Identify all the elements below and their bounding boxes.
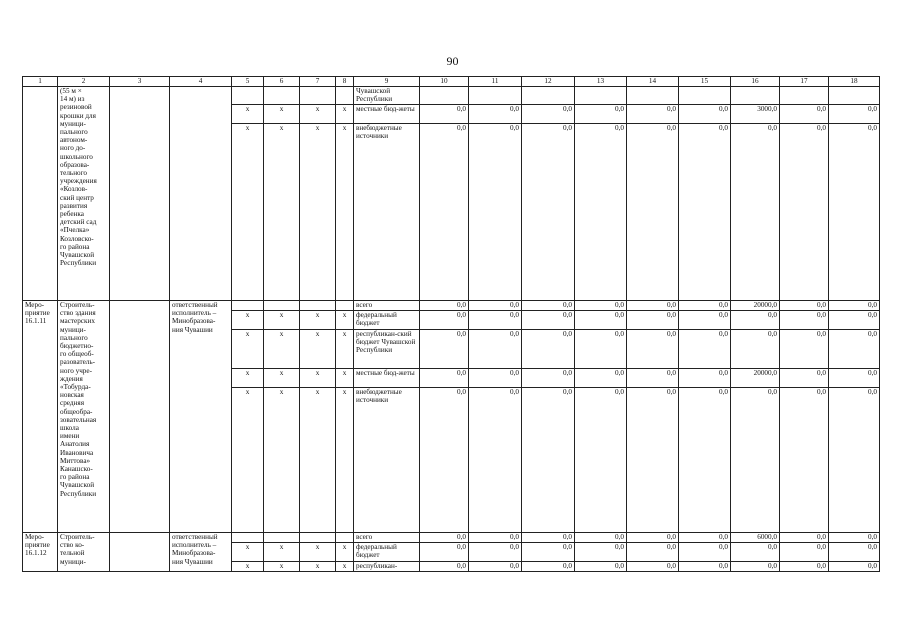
code-cell	[336, 301, 354, 311]
code-cell: x	[300, 311, 336, 330]
cell-line: учреждения	[60, 177, 97, 186]
amount-cell: 0,0	[522, 543, 575, 562]
cell-line: образова-	[60, 160, 90, 169]
cell-line: «Тобурда-	[60, 383, 91, 392]
code-cell: x	[264, 562, 300, 572]
column-number: 11	[469, 77, 522, 87]
amount-cell: 0,0	[575, 562, 627, 572]
column-number: 5	[232, 77, 264, 87]
amount-cell: 0,0	[627, 562, 679, 572]
code-cell: x	[232, 388, 264, 533]
amount-cell: 0,0	[780, 301, 829, 311]
cell-line: Ивановича	[60, 448, 94, 457]
amount-cell: 20000,0	[731, 369, 780, 388]
amount-cell: 0,0	[522, 388, 575, 533]
cell-line: ребенка	[60, 210, 84, 219]
code-cell: x	[264, 369, 300, 388]
amount-cell	[420, 87, 469, 105]
amount-cell: 0,0	[679, 124, 731, 301]
amount-cell: 0,0	[522, 330, 575, 369]
code-cell: x	[232, 562, 264, 572]
amount-cell	[679, 87, 731, 105]
column-number: 15	[679, 77, 731, 87]
cell-line: бюджетно-	[60, 342, 94, 351]
amount-cell: 0,0	[731, 330, 780, 369]
code-cell: x	[264, 388, 300, 533]
amount-cell: 0,0	[469, 562, 522, 572]
amount-cell: 0,0	[829, 105, 880, 124]
amount-cell: 0,0	[780, 105, 829, 124]
cell-line: Чувашской	[60, 481, 95, 490]
amount-cell: 0,0	[679, 105, 731, 124]
amount-cell: 0,0	[627, 105, 679, 124]
code-cell: x	[232, 105, 264, 124]
funding-source-cell: местные бюд-жеты	[354, 105, 420, 124]
code-cell: x	[336, 311, 354, 330]
amount-cell: 0,0	[420, 369, 469, 388]
amount-cell: 0,0	[780, 330, 829, 369]
cell-line: школьного	[60, 152, 93, 161]
cell-line: исполнитель –	[172, 541, 217, 550]
amount-cell: 0,0	[575, 311, 627, 330]
code-cell: x	[232, 311, 264, 330]
code-cell: x	[336, 330, 354, 369]
code-cell: x	[300, 105, 336, 124]
code-cell: x	[300, 543, 336, 562]
cell-line: муници-	[60, 119, 86, 128]
code-cell	[264, 301, 300, 311]
code-cell: x	[232, 543, 264, 562]
column-number: 2	[58, 77, 110, 87]
code-cell: x	[336, 124, 354, 301]
amount-cell: 0,0	[575, 330, 627, 369]
amount-cell	[731, 87, 780, 105]
event-label-cell	[23, 533, 58, 572]
empty-cell	[110, 87, 170, 301]
amount-cell: 0,0	[469, 105, 522, 124]
amount-cell: 0,0	[829, 330, 880, 369]
amount-cell: 0,0	[627, 124, 679, 301]
code-cell	[232, 533, 264, 543]
code-cell	[264, 533, 300, 543]
code-cell	[264, 87, 300, 105]
amount-cell: 0,0	[780, 562, 829, 572]
event-description-cell	[58, 87, 110, 301]
amount-cell	[627, 87, 679, 105]
cell-line: ответственный	[172, 533, 218, 541]
code-cell: x	[300, 369, 336, 388]
empty-cell	[110, 533, 170, 572]
cell-line: Козловско-	[60, 234, 94, 243]
code-cell: x	[232, 330, 264, 369]
code-cell	[300, 87, 336, 105]
table-row	[23, 533, 880, 543]
amount-cell: 0,0	[469, 543, 522, 562]
amount-cell: 0,0	[420, 543, 469, 562]
cell-line: ного учре-	[60, 366, 92, 375]
cell-line: общеобра-	[60, 407, 93, 416]
event-label-cell	[23, 301, 58, 533]
code-cell: x	[264, 311, 300, 330]
column-number-row	[23, 77, 880, 87]
cell-line: разователь-	[60, 358, 96, 367]
amount-cell: 0,0	[829, 124, 880, 301]
amount-cell: 0,0	[679, 543, 731, 562]
amount-cell: 0,0	[829, 388, 880, 533]
amount-cell: 0,0	[780, 311, 829, 330]
table-body	[23, 77, 880, 572]
amount-cell	[575, 87, 627, 105]
amount-cell: 0,0	[679, 562, 731, 572]
cell-line: приятие	[25, 541, 50, 550]
amount-cell: 0,0	[627, 311, 679, 330]
column-number: 7	[300, 77, 336, 87]
cell-line: тельной	[60, 549, 85, 558]
cell-line: го общеоб-	[60, 350, 94, 359]
column-number: 6	[264, 77, 300, 87]
amount-cell: 20000,0	[731, 301, 780, 311]
cell-line: Чувашской	[60, 251, 95, 260]
amount-cell: 0,0	[469, 124, 522, 301]
amount-cell: 0,0	[420, 388, 469, 533]
amount-cell: 0,0	[829, 311, 880, 330]
amount-cell: 0,0	[469, 369, 522, 388]
amount-cell: 0,0	[679, 533, 731, 543]
column-number: 16	[731, 77, 780, 87]
table-row	[23, 87, 880, 105]
cell-line: ответственный	[172, 301, 218, 309]
cell-line: Анатолия	[60, 440, 90, 449]
amount-cell: 0,0	[829, 543, 880, 562]
amount-cell	[522, 87, 575, 105]
amount-cell: 0,0	[522, 533, 575, 543]
amount-cell: 0,0	[522, 105, 575, 124]
funding-source-cell: республикан-ский бюджет Чувашской Республики	[354, 330, 420, 369]
amount-cell: 0,0	[575, 533, 627, 543]
amount-cell: 0,0	[522, 562, 575, 572]
cell-line: Минобразова-	[172, 549, 216, 558]
cell-line: тельного	[60, 169, 87, 178]
amount-cell: 0,0	[420, 105, 469, 124]
funding-source-cell: местные бюд-жеты	[354, 369, 420, 388]
amount-cell: 0,0	[731, 311, 780, 330]
amount-cell: 0,0	[679, 369, 731, 388]
amount-cell: 0,0	[469, 533, 522, 543]
cell-line: муници-	[60, 557, 86, 566]
amount-cell: 0,0	[420, 562, 469, 572]
amount-cell: 0,0	[522, 301, 575, 311]
amount-cell: 0,0	[731, 562, 780, 572]
code-cell: x	[264, 330, 300, 369]
code-cell	[300, 301, 336, 311]
amount-cell: 0,0	[575, 543, 627, 562]
column-number: 18	[829, 77, 880, 87]
code-cell: x	[336, 543, 354, 562]
amount-cell: 0,0	[522, 311, 575, 330]
code-cell: x	[264, 124, 300, 301]
funding-source-cell: Чувашской Республики	[354, 87, 420, 105]
cell-line: пального	[60, 128, 88, 137]
cell-line: го района	[60, 473, 90, 482]
cell-line: «Козлов-	[60, 185, 88, 194]
amount-cell: 0,0	[780, 369, 829, 388]
cell-line: развития	[60, 201, 88, 210]
amount-cell: 0,0	[780, 543, 829, 562]
cell-line: средняя	[60, 399, 84, 408]
amount-cell: 0,0	[420, 311, 469, 330]
code-cell	[232, 87, 264, 105]
cell-line: ский центр	[60, 193, 94, 202]
funding-source-cell: всего	[354, 533, 420, 543]
event-description-cell	[58, 533, 110, 572]
code-cell: x	[336, 369, 354, 388]
code-cell: x	[300, 388, 336, 533]
cell-line: (55 м ×	[60, 87, 82, 95]
cell-line: Строитель-	[60, 301, 95, 309]
amount-cell: 0,0	[627, 388, 679, 533]
amount-cell: 0,0	[575, 124, 627, 301]
column-number: 4	[170, 77, 232, 87]
column-number: 14	[627, 77, 679, 87]
funding-source-cell: республикан-	[354, 562, 420, 572]
responsible-executor-cell	[170, 533, 232, 572]
cell-line: ния Чувашии	[172, 325, 213, 334]
cell-line: Меро-	[25, 533, 45, 541]
code-cell: x	[300, 124, 336, 301]
column-number: 3	[110, 77, 170, 87]
code-cell: x	[336, 105, 354, 124]
code-cell: x	[232, 124, 264, 301]
amount-cell: 0,0	[469, 388, 522, 533]
amount-cell: 6000,0	[731, 533, 780, 543]
amount-cell: 0,0	[829, 562, 880, 572]
amount-cell: 0,0	[627, 369, 679, 388]
amount-cell: 0,0	[780, 388, 829, 533]
amount-cell: 0,0	[469, 311, 522, 330]
amount-cell: 0,0	[731, 124, 780, 301]
column-number: 9	[354, 77, 420, 87]
cell-line: детский сад	[60, 218, 97, 227]
cell-line: зовательная	[60, 415, 97, 424]
budget-table	[22, 76, 880, 572]
column-number: 10	[420, 77, 469, 87]
cell-line: Минобразова-	[172, 317, 216, 326]
cell-line: Меро-	[25, 301, 45, 309]
amount-cell: 0,0	[679, 330, 731, 369]
empty-cell	[110, 301, 170, 533]
table-row	[23, 301, 880, 311]
amount-cell: 0,0	[420, 124, 469, 301]
cell-line: ного до-	[60, 144, 86, 153]
column-number: 12	[522, 77, 575, 87]
cell-line: автоном-	[60, 136, 88, 145]
code-cell	[336, 533, 354, 543]
amount-cell: 0,0	[679, 388, 731, 533]
cell-line: Миттова»	[60, 456, 91, 465]
amount-cell: 0,0	[829, 369, 880, 388]
funding-source-cell: всего	[354, 301, 420, 311]
code-cell: x	[264, 105, 300, 124]
cell-line: исполнитель –	[172, 309, 217, 318]
cell-line: 16.1.12	[25, 549, 47, 558]
cell-line: Строитель-	[60, 533, 95, 541]
amount-cell: 0,0	[780, 124, 829, 301]
amount-cell: 0,0	[420, 330, 469, 369]
cell-line: 14 м) из	[60, 95, 85, 104]
amount-cell	[469, 87, 522, 105]
column-number: 1	[23, 77, 58, 87]
responsible-executor-cell	[170, 87, 232, 301]
cell-line: ство здания	[60, 309, 96, 318]
funding-source-cell: внебюджетные источники	[354, 124, 420, 301]
cell-line: крошки для	[60, 111, 96, 120]
cell-line: го района	[60, 242, 90, 251]
code-cell: x	[336, 388, 354, 533]
amount-cell: 0,0	[829, 301, 880, 311]
event-label-cell	[23, 87, 58, 301]
amount-cell: 0,0	[731, 543, 780, 562]
funding-source-cell: федеральный бюджет	[354, 311, 420, 330]
cell-line: муници-	[60, 325, 86, 334]
funding-source-cell: федеральный бюджет	[354, 543, 420, 562]
amount-cell	[829, 87, 880, 105]
cell-line: 16.1.11	[25, 317, 47, 326]
cell-line: школа	[60, 424, 79, 433]
amount-cell: 3000,0	[731, 105, 780, 124]
amount-cell: 0,0	[469, 301, 522, 311]
code-cell	[232, 301, 264, 311]
code-cell	[300, 533, 336, 543]
amount-cell: 0,0	[469, 330, 522, 369]
amount-cell: 0,0	[627, 330, 679, 369]
cell-line: пального	[60, 333, 88, 342]
cell-line: Канашско-	[60, 465, 93, 474]
cell-line: Республики	[60, 259, 97, 268]
cell-line: ство ко-	[60, 541, 85, 550]
amount-cell: 0,0	[679, 301, 731, 311]
code-cell: x	[300, 330, 336, 369]
code-cell: x	[232, 369, 264, 388]
amount-cell: 0,0	[575, 388, 627, 533]
cell-line: Республики	[60, 489, 97, 498]
amount-cell: 0,0	[522, 124, 575, 301]
page-number: 90	[446, 54, 459, 68]
cell-line: ния Чувашии	[172, 557, 213, 566]
responsible-executor-cell	[170, 301, 232, 533]
cell-line: приятие	[25, 309, 50, 318]
amount-cell: 0,0	[627, 301, 679, 311]
funding-source-cell: внебюджетные источники	[354, 388, 420, 533]
cell-line: имени	[60, 432, 80, 441]
amount-cell: 0,0	[522, 369, 575, 388]
amount-cell: 0,0	[627, 543, 679, 562]
amount-cell	[780, 87, 829, 105]
cell-line: «Пчелка»	[60, 226, 90, 235]
code-cell: x	[300, 562, 336, 572]
cell-line: резиновой	[60, 103, 92, 112]
amount-cell: 0,0	[575, 369, 627, 388]
amount-cell: 0,0	[575, 105, 627, 124]
code-cell: x	[264, 543, 300, 562]
cell-line: ждения	[60, 374, 83, 383]
cell-line: мастерских	[60, 317, 95, 326]
amount-cell: 0,0	[420, 301, 469, 311]
event-description-cell	[58, 301, 110, 533]
amount-cell: 0,0	[575, 301, 627, 311]
column-number: 17	[780, 77, 829, 87]
amount-cell: 0,0	[420, 533, 469, 543]
column-number: 8	[336, 77, 354, 87]
amount-cell: 0,0	[829, 533, 880, 543]
code-cell	[336, 87, 354, 105]
cell-line: новская	[60, 391, 84, 400]
code-cell: x	[336, 562, 354, 572]
column-number: 13	[575, 77, 627, 87]
amount-cell: 0,0	[731, 388, 780, 533]
amount-cell: 0,0	[679, 311, 731, 330]
amount-cell: 0,0	[780, 533, 829, 543]
amount-cell: 0,0	[627, 533, 679, 543]
